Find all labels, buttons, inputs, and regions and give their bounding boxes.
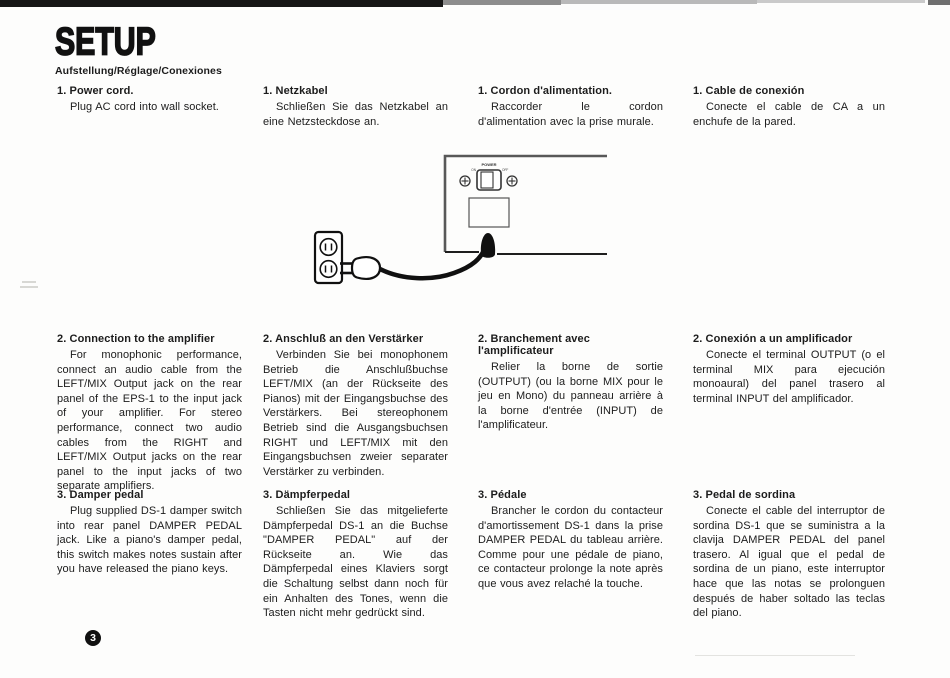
instruction-block-en (57, 85, 242, 115)
scan-edge-artifact (561, 0, 757, 4)
cable-grommet (481, 233, 495, 258)
page-subtitle: Aufstellung/Réglage/Conexiones (55, 65, 222, 77)
instruction-heading: 1. Netzkabel (263, 85, 328, 97)
scan-edge-artifact (928, 0, 950, 5)
instruction-heading: 3. Dämpferpedal (263, 489, 351, 501)
instruction-block-fr (478, 85, 663, 129)
instruction-block-fr (478, 489, 663, 592)
scan-edge-artifact (0, 0, 443, 7)
instruction-block-es (693, 85, 885, 129)
instruction-heading: 2. Conexión a un amplificador (693, 333, 853, 345)
instruction-body: Conecte el cable de CA a un enchufe de la pared. (693, 101, 885, 128)
instruction-heading: 2. Anschluß an den Verstärker (263, 333, 424, 345)
name-plate (469, 198, 509, 227)
instruction-block-es (693, 489, 885, 621)
power-switch (471, 162, 508, 190)
instruction-block-de (263, 85, 448, 129)
instruction-heading: 3. Pedal de sordina (693, 489, 796, 501)
instruction-heading: 2. Connection to the amplifier (57, 333, 215, 345)
instruction-block-en (57, 489, 242, 577)
page-title: SETUP (55, 18, 156, 64)
instruction-heading: 3. Pédale (478, 489, 527, 501)
instruction-body: Raccorder le cordon d'alimentation avec la prise murale. (478, 101, 663, 128)
instruction-body: Schließen Sie das Netzkabel an eine Netzsteckdose an. (263, 101, 448, 128)
instruction-body: Schließen Sie das mitgelieferte Dämpferpedal DS-1 an die Buchse "DAMPER PEDAL" auf der Rückseite an. Wie das Dämpferpedal eines Klaviers sorgt die Schaltung selbst dann noch für ein Anhalten des Tones, wenn die Tasten nicht mehr gedrückt sind. (263, 505, 448, 620)
instruction-heading: 3. Damper pedal (57, 489, 144, 501)
instruction-heading: 1. Cordon d'alimentation. (478, 85, 613, 97)
page-number-badge: 3 (85, 630, 101, 646)
instruction-block-es (693, 333, 885, 406)
screw-icon (507, 176, 517, 186)
switch-on-label: ON (471, 168, 476, 172)
instruction-body: For monophonic performance, connect an audio cable from the LEFT/MIX Output jack on the rear panel of the EPS-1 to the input jack of your amplifier. For stereo performance, connect two audio cables from the RIGHT and LEFT/MIX Output jacks on the rear panel to the input jacks of two separate amplifiers. (57, 349, 242, 493)
scan-speck (695, 655, 855, 656)
screw-icon (460, 176, 470, 186)
power-connection-diagram (280, 140, 640, 320)
instruction-heading: 2. Branchement avec l'amplificateur (478, 333, 590, 357)
instruction-body: Relier la borne de sortie (OUTPUT) (ou la borne MIX pour le jeu en Mono) du panneau arrière à la borne d'entrée (INPUT) de l'amplificateur. (478, 361, 663, 432)
masthead (55, 18, 222, 77)
ac-plug (340, 257, 380, 279)
instruction-body: Plug supplied DS-1 damper switch into rear panel DAMPER PEDAL jack. Like a piano's damper pedal, this switch makes notes sustain after you have released the piano keys. (57, 505, 242, 576)
instruction-block-en (57, 333, 242, 494)
instruction-block-fr (478, 333, 663, 433)
instruction-body: Brancher le cordon du contacteur d'amortissement DS-1 dans la prise DAMPER PEDAL du tableau arrière. Comme pour une pédale de piano, ce contacteur prolonge la note après que vous avez relaché la touche. (478, 505, 663, 590)
instruction-heading: 1. Power cord. (57, 85, 134, 97)
instruction-heading: 1. Cable de conexión (693, 85, 805, 97)
instruction-block-de (263, 489, 448, 621)
instruction-body: Verbinden Sie bei monophonem Betrieb die Anschlußbuchse LEFT/MIX (an der Rückseite des Pianos) mit der Eingangsbuchse des Verstärkers. Bei stereophonem Betrieb sind die Ausgangsbuchsen RIGHT und LEFT/MIX mit den Eingangsbuchsen zweier separater Verstärker zu verbinden. (263, 349, 448, 478)
instruction-body: Plug AC cord into wall socket. (70, 101, 219, 113)
switch-off-label: OFF (502, 168, 509, 172)
wall-socket (315, 232, 342, 283)
scan-edge-artifact (443, 0, 561, 5)
scan-edge-artifact (757, 0, 925, 3)
scan-speck (20, 286, 38, 288)
power-switch-label: POWER (481, 162, 497, 167)
instruction-body: Conecte el cable del interruptor de sordina DS-1 que se suministra a la clavija DAMPER PEDAL del panel trasero. Al igual que el pedal de sordina de un piano, este interruptor hace que las notas se prolonguen después de haber soltado las teclas del piano. (693, 505, 885, 620)
scan-speck (22, 281, 36, 283)
instruction-body: Conecte el terminal OUTPUT (o el terminal MIX para ejecución monoaural) del panel trasero al terminal INPUT del amplificador. (693, 349, 885, 405)
instruction-block-de (263, 333, 448, 479)
power-cord (380, 245, 486, 278)
